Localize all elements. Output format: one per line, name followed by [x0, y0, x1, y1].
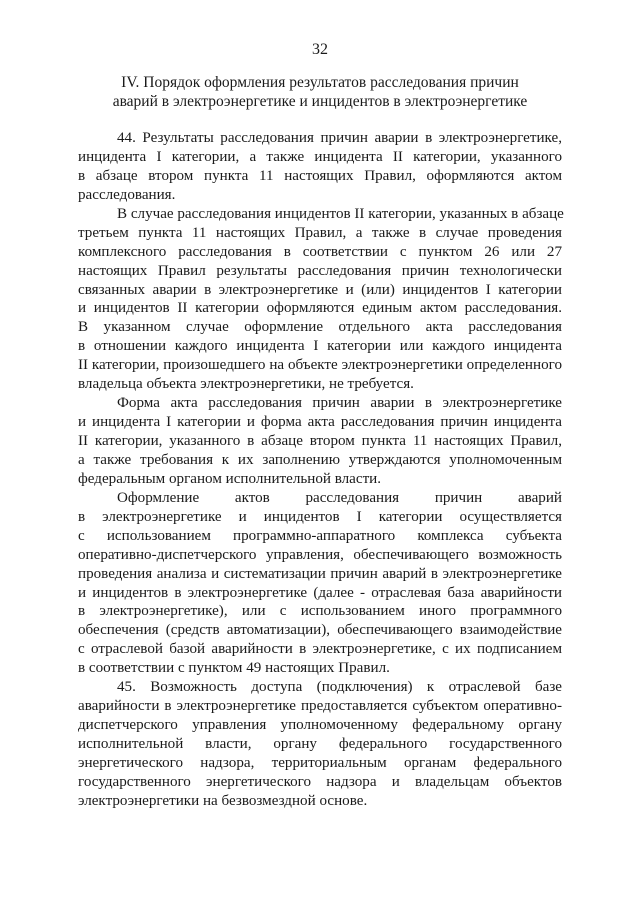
- text-line: инцидента I категории, а также инцидента II категории, указанного: [78, 148, 562, 165]
- paragraph-44: [78, 129, 562, 205]
- text-line: и инцидентов II категории оформляются единым актом расследования.: [78, 300, 562, 317]
- text-line: в электроэнергетике и инцидентов I категории осуществляется: [78, 508, 562, 525]
- text-line: в соответствии с пунктом 49 настоящих Правил.: [78, 660, 390, 677]
- paragraph-ii-category: [78, 205, 562, 394]
- text-line: обеспечения (средств автоматизации), обеспечивающего взаимодействие: [78, 622, 562, 639]
- text-line: комплексного расследования в соответствии с пунктом 26 или 27: [78, 243, 562, 260]
- text-line: в электроэнергетике), или с использованием иного программного: [78, 603, 562, 620]
- text-line: II категории, указанного в абзаце втором пункта 11 настоящих Правил,: [78, 433, 562, 449]
- section-heading-line: IV. Порядок оформления результатов расследования причин: [121, 74, 519, 91]
- paragraph-act-form: [78, 394, 562, 489]
- text-line: и инцидентов в электроэнергетике (далее - отраслевая база аварийности: [78, 584, 562, 601]
- section-heading: [78, 73, 562, 111]
- text-line: связанных аварии в электроэнергетике и (или) инцидентов I категории: [78, 281, 562, 298]
- text-line: в отношении каждого инцидента I категории или каждого инцидента: [78, 338, 562, 355]
- paragraph-45: [78, 678, 562, 811]
- text-line: федеральным органом исполнительной власти.: [78, 470, 382, 487]
- text-line: аварийности в электроэнергетике предоставляется субъектом оперативно-: [78, 698, 562, 715]
- text-line: Оформление актов расследования причин аварий: [117, 489, 562, 506]
- text-line: с отраслевой базой аварийности в электроэнергетике, с их подписанием: [78, 641, 562, 658]
- text-line: исполнительной власти, органу федерального государственного: [78, 736, 562, 752]
- text-line: государственного энергетического надзора и владельцам объектов: [78, 773, 562, 790]
- text-line: расследования.: [78, 186, 176, 203]
- text-line: Форма акта расследования причин аварии в электроэнергетике: [117, 395, 562, 412]
- text-line: В случае расследования инцидентов II категории, указанных в абзаце: [117, 205, 564, 222]
- text-line: настоящих Правил результаты расследования причин технологически: [78, 262, 562, 279]
- text-line: 44. Результаты расследования причин аварии в электроэнергетике,: [117, 130, 562, 146]
- text-line: третьем пункта 11 настоящих Правил, а также в случае проведения: [78, 224, 562, 241]
- text-line: диспетчерского управления уполномоченному федеральному органу: [78, 717, 562, 734]
- section-heading-line: аварий в электроэнергетике и инцидентов в электроэнергетике: [112, 93, 528, 110]
- text-line: в абзаце втором пункта 11 настоящих Правил, оформляются актом: [78, 167, 562, 184]
- text-line: проведения анализа и систематизации причин аварий в электроэнергетике: [78, 565, 562, 582]
- text-line: В указанном случае оформление отдельного акта расследования: [78, 319, 562, 336]
- page-number: 32: [312, 41, 328, 58]
- document-body: [78, 129, 562, 811]
- text-line: владельца объекта электроэнергетики, не требуется.: [78, 376, 414, 393]
- text-line: II категории, произошедшего на объекте электроэнергетики определенного: [78, 357, 562, 374]
- paragraph-act-processing: [78, 489, 562, 678]
- text-line: а также требования к их заполнению утверждаются уполномоченным: [78, 451, 562, 468]
- text-line: и инцидента I категории и форма акта расследования причин инцидента: [78, 414, 562, 431]
- text-line: энергетического надзора, территориальным органам федерального: [78, 754, 562, 771]
- text-line: оперативно-диспетчерского управления, обеспечивающего возможность: [78, 546, 562, 563]
- text-line: с использованием программно-аппаратного комплекса субъекта: [78, 527, 562, 544]
- text-line: электроэнергетики на безвозмездной основе.: [78, 792, 368, 809]
- text-line: 45. Возможность доступа (подключения) к отраслевой базе: [117, 679, 562, 696]
